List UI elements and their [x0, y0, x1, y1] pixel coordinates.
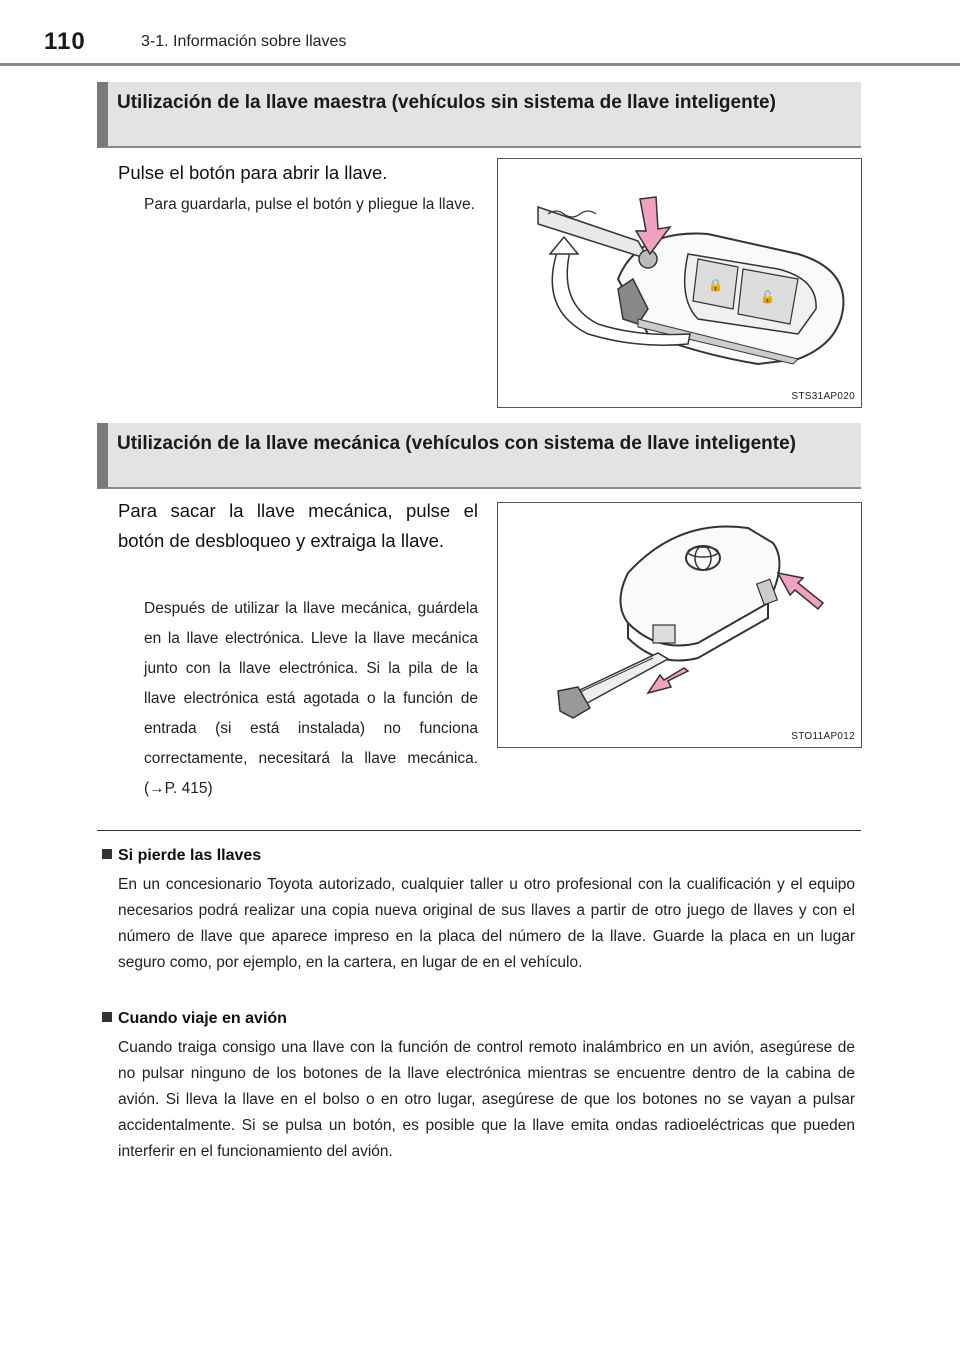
extract-arrow-icon [648, 668, 688, 693]
smart-key-illustration [497, 502, 862, 748]
unlock-icon: 🔓 [760, 290, 775, 304]
note-mechanical-key: Después de utilizar la llave mecánica, guárdela en la llave electrónica. Lleve la llave mecánica junto con la llave electrónica. Si la pila de la llave electrónica está agotada o la función de entrada (si está instalada) no funciona correctamente, necesitará la llave mecánica. (→P. 415) [144, 600, 478, 797]
section-heading-mechanical-key: Utilización de la llave mecánica (vehículos con sistema de llave inteligente) [97, 423, 861, 489]
figure-code: STS31AP020 [791, 391, 855, 402]
chapter-title: 3-1. Información sobre llaves [141, 33, 347, 50]
master-key-illustration [497, 158, 862, 408]
section-heading-master-key: Utilización de la llave maestra (vehículos sin sistema de llave inteligente) [97, 82, 861, 148]
info-title-lost-keys: Si pierde las llaves [102, 847, 261, 865]
lock-icon: 🔒 [708, 278, 723, 292]
header-rule [0, 63, 960, 66]
figure-code: STO11AP012 [791, 731, 855, 742]
info-body-lost-keys: En un concesionario Toyota autorizado, cualquier taller u otro profesional con la cualificación y el equipo necesarios podrá realizar una copia nueva original de sus llaves a partir de otro juego de llaves y con el número de llave que aparece impreso en la placa del número de la llave. Guarde la placa en un lugar seguro como, por ejemplo, en la cartera, en lugar de en el vehículo. [118, 876, 855, 971]
unlock-arrow-icon [778, 573, 823, 609]
section-divider [97, 830, 861, 831]
instruction-mechanical-key: Para sacar la llave mecánica, pulse el botón de desbloqueo y extraiga la llave. [118, 500, 478, 551]
page-number: 110 [44, 28, 86, 55]
square-bullet-icon [102, 1012, 112, 1022]
note-master-key: Para guardarla, pulse el botón y pliegue la llave. [144, 196, 475, 213]
info-title-airplane: Cuando viaje en avión [102, 1010, 287, 1028]
square-bullet-icon [102, 849, 112, 859]
instruction-master-key: Pulse el botón para abrir la llave. [118, 162, 388, 183]
info-body-airplane: Cuando traiga consigo una llave con la función de control remoto inalámbrico en un avión, asegúrese de no pulsar ninguno de los botones de la llave electrónica mientras se encuentre dentro de la cabina de avión. Si lleva la llave en el bolso o en otro lugar, asegúrese de que los botones no se vayan a pulsar accidentalmente. Si se pulsa un botón, es posible que la llave emita ondas radioeléctricas que pueden interferir en el funcionamiento del avión. [118, 1039, 855, 1160]
master-key-drawing [498, 159, 861, 407]
smart-key-drawing [498, 503, 861, 747]
